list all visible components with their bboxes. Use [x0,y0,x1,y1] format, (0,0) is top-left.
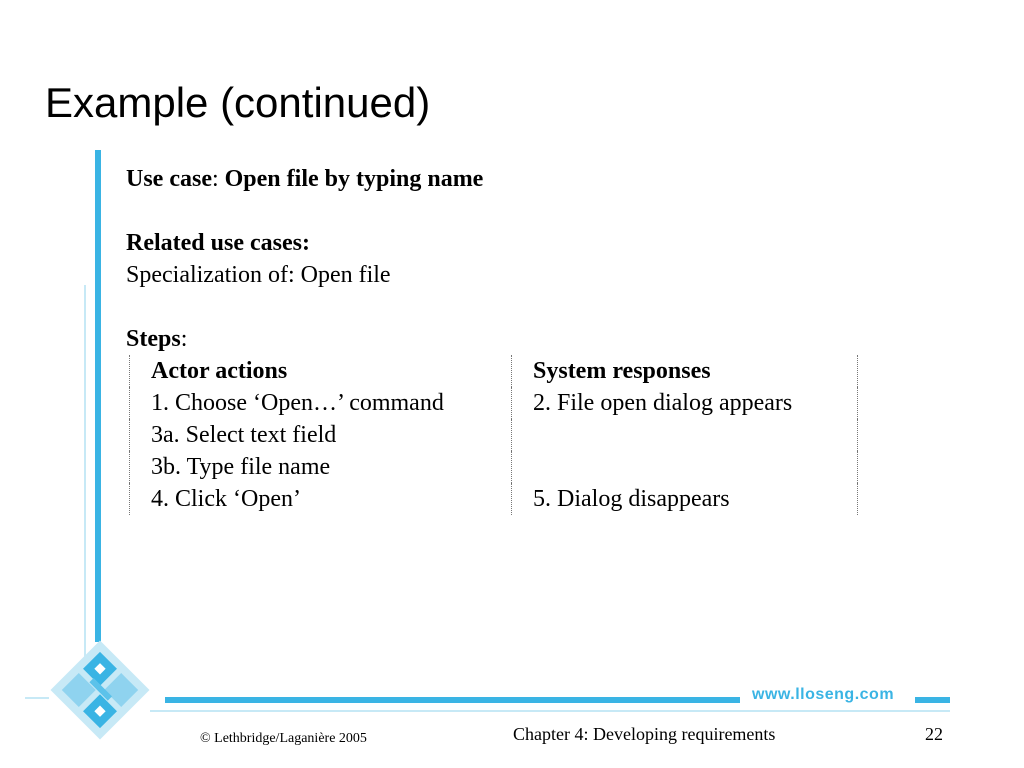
use-case-label: Use case [126,166,212,192]
system-response-cell [512,451,858,483]
actor-action-cell: 3b. Type file name [130,451,512,483]
actor-action-cell: 1. Choose ‘Open…’ command [130,387,512,419]
system-response-cell: 2. File open dialog appears [512,387,858,419]
system-response-cell [512,419,858,451]
bottom-accent-bar-right [915,697,950,703]
steps-colon: : [180,326,188,352]
chapter-title: Chapter 4: Developing requirements [513,724,776,744]
use-case-name: Open file by typing name [224,166,484,192]
left-accent-bar [95,150,101,642]
copyright-text: © Lethbridge/Laganière 2005 [200,731,367,746]
actor-action-cell: 3a. Select text field [130,419,512,451]
table-row [130,451,858,483]
left-faint-line [84,285,86,685]
actor-action-cell: 4. Click ‘Open’ [130,483,512,515]
website-url: www.lloseng.com [752,686,895,703]
use-case-colon: : [211,166,219,192]
slide-content [126,163,858,515]
table-row [130,483,858,515]
steps-line [126,323,858,355]
bottom-accent-bar [165,697,740,703]
table-row [130,387,858,419]
slide-title: Example (continued) [45,79,431,126]
related-use-cases-label: Related use cases: [126,230,310,256]
actor-actions-header: Actor actions [130,355,512,387]
steps-table [129,355,858,515]
use-case-line [126,163,858,195]
steps-header-row [130,355,858,387]
lloseng-logo-icon [25,630,175,745]
table-row [130,419,858,451]
bottom-faint-line [150,710,950,712]
system-responses-header: System responses [512,355,858,387]
system-response-cell: 5. Dialog disappears [512,483,858,515]
specialization-text: Specialization of: Open file [126,262,391,288]
page-number: 22 [925,724,943,744]
steps-label: Steps [126,326,181,352]
